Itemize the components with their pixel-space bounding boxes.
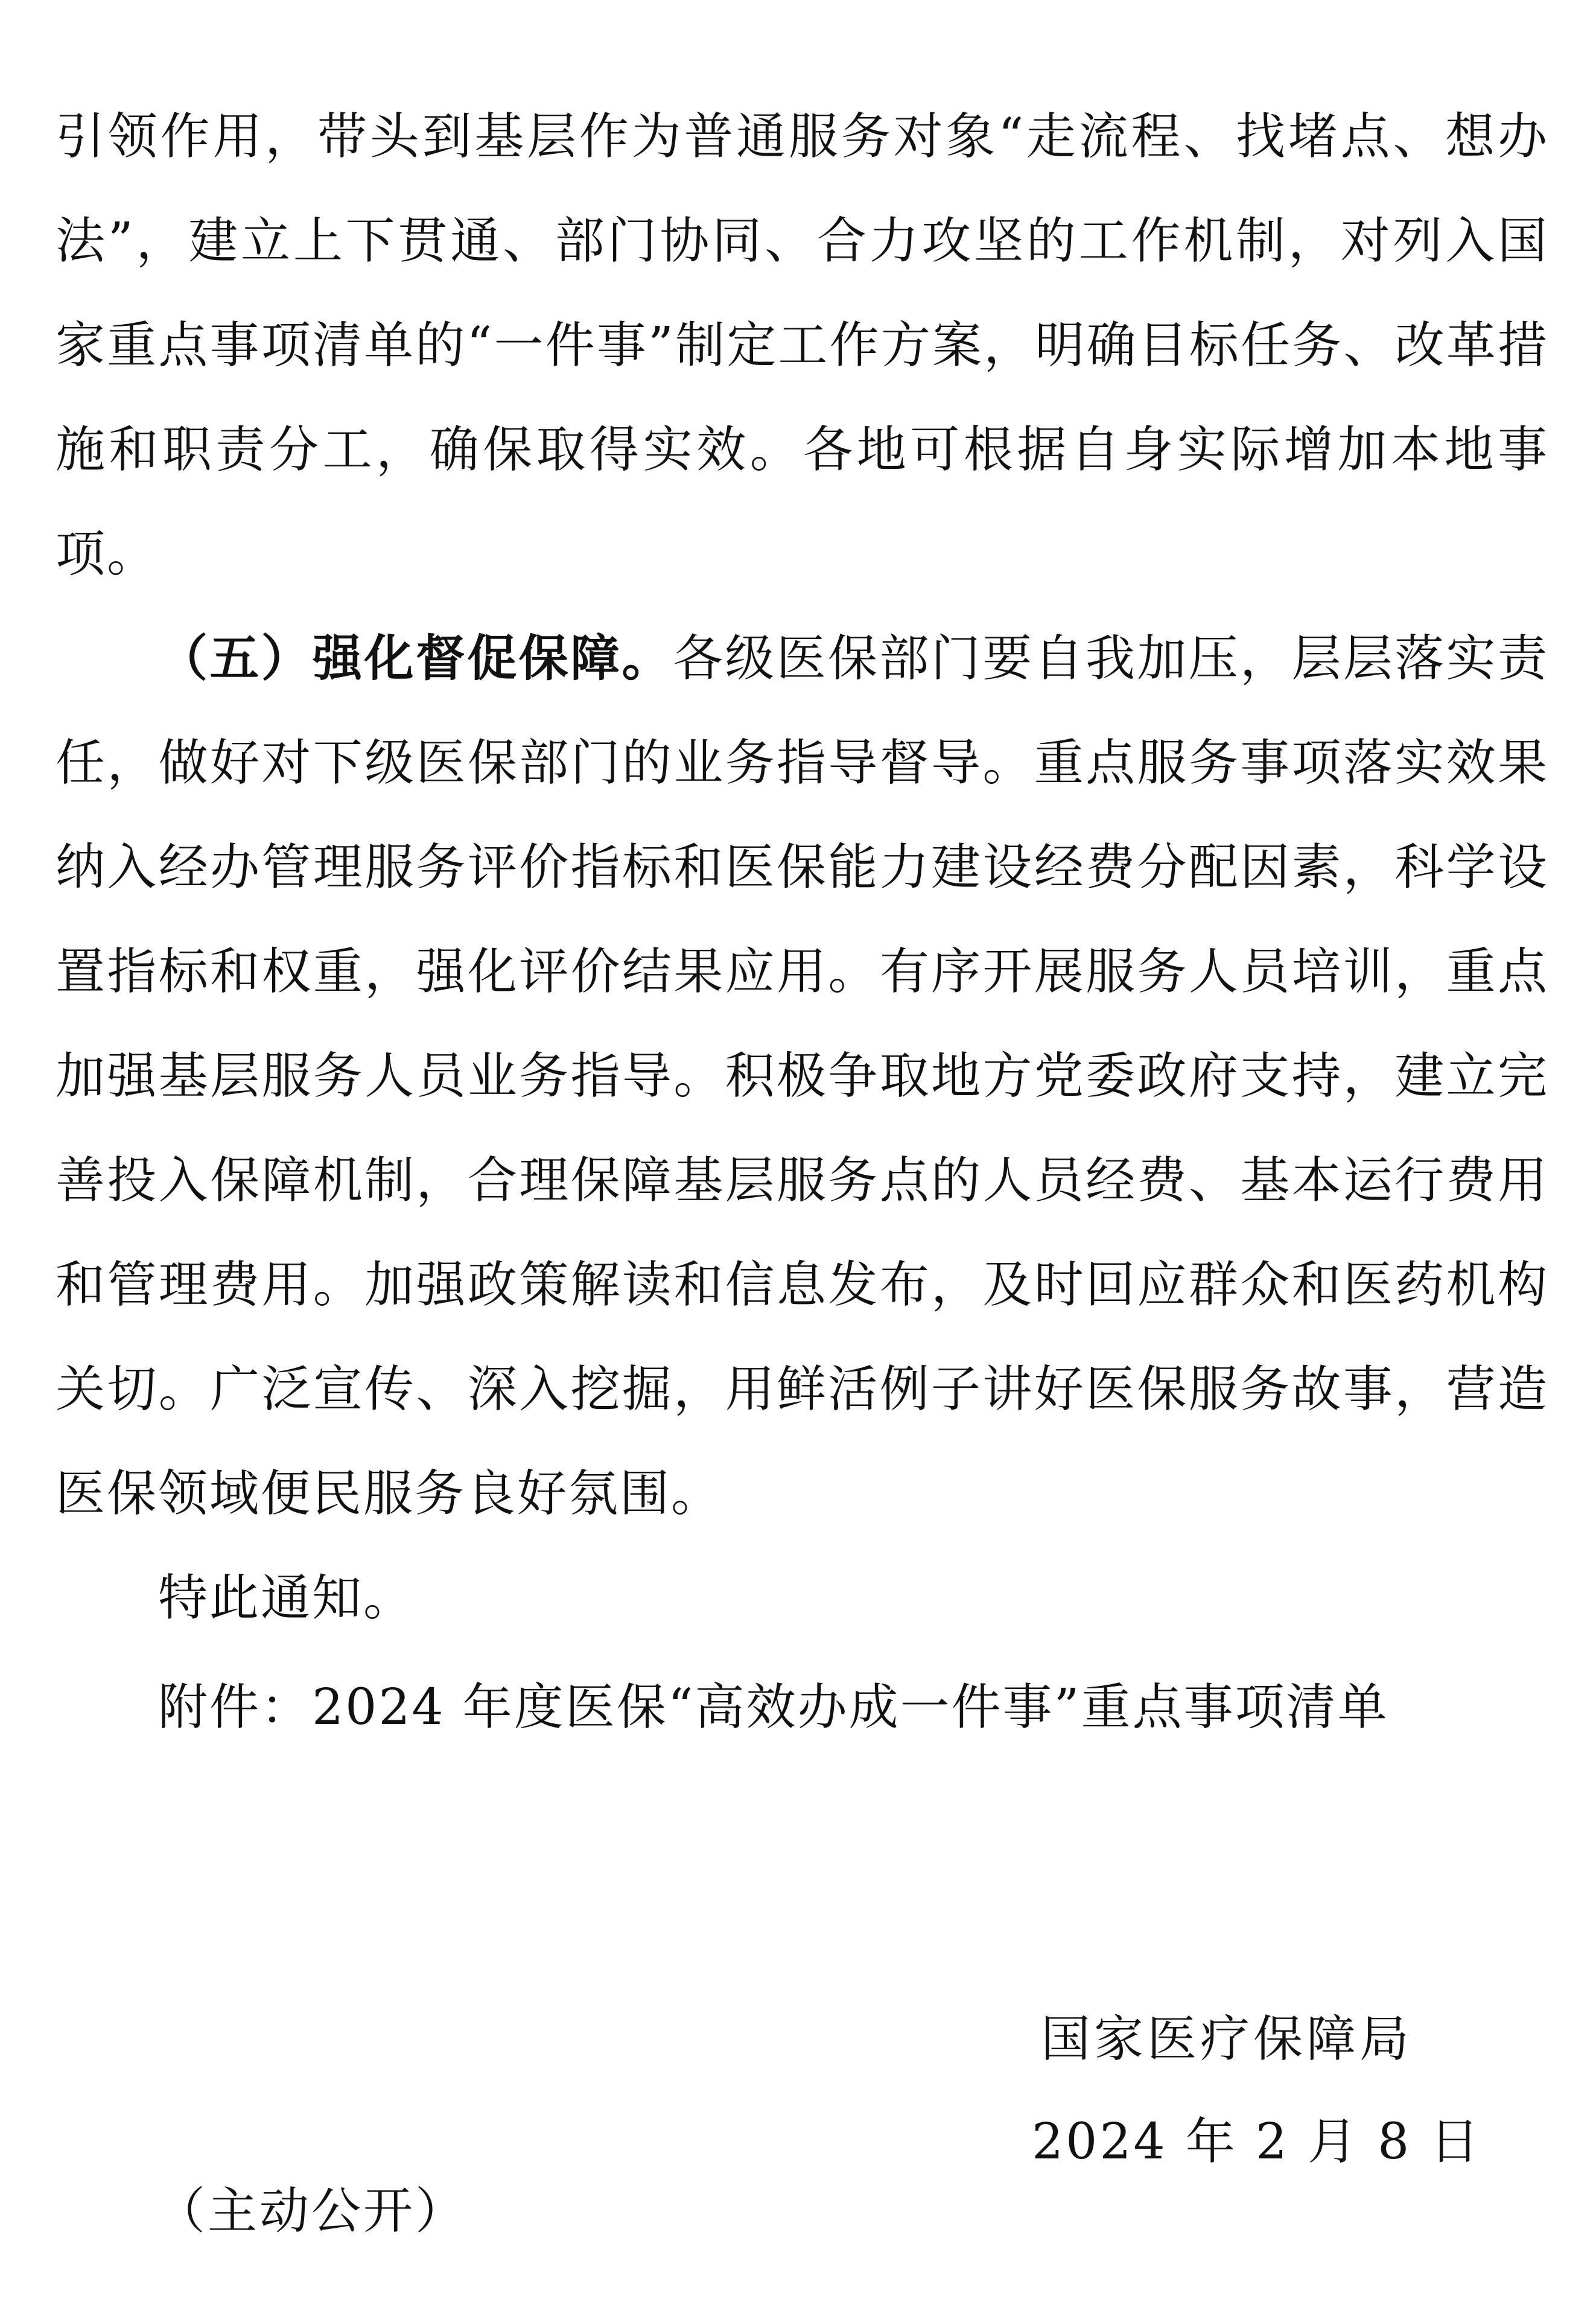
paragraph-section-5 bbox=[56, 606, 1549, 1546]
section-heading: （五）强化督促保障。 bbox=[158, 629, 673, 687]
section-body: 各级医保部门要自我加压，层层落实责任，做好对下级医保部门的业务指导督导。重点服务事项落实效果纳入经办管理服务评价指标和医保能力建设经费分配因素，科学设置指标和权重，强化评价结果应用。有序开展服务人员培训，重点加强基层服务人员业务指导。积极争取地方党委政府支持，建立完善投入保障机制，合理保障基层服务点的人员经费、基本运行费用和管理费用。加强政策解读和信息发布，及时回应群众和医药机构关切。广泛宣传、深入挖掘，用鲜活例子讲好医保服务故事，营造医保领域便民服务良好氛围。 bbox=[56, 630, 1549, 1522]
publicity-note: （主动公开） bbox=[156, 2183, 468, 2240]
issuer-name: 国家医疗保障局 bbox=[1041, 2011, 1413, 2068]
closing-line: 特此通知。 bbox=[158, 1569, 415, 1627]
document-body bbox=[56, 84, 1549, 1650]
paragraph-continued: 引领作用，带头到基层作为普通服务对象“走流程、找堵点、想办法”，建立上下贯通、部门协同、合力攻坚的工作机制，对列入国家重点事项清单的“一件事”制定工作方案，明确目标任务、改革措施和职责分工，确保取得实效。各地可根据自身实际增加本地事项。 bbox=[56, 108, 1549, 583]
attachment-line: 附件：2024 年度医保“高效办成一件事”重点事项清单 bbox=[158, 1679, 1389, 1736]
issue-date: 2024 年 2 月 8 日 bbox=[1032, 2113, 1482, 2170]
